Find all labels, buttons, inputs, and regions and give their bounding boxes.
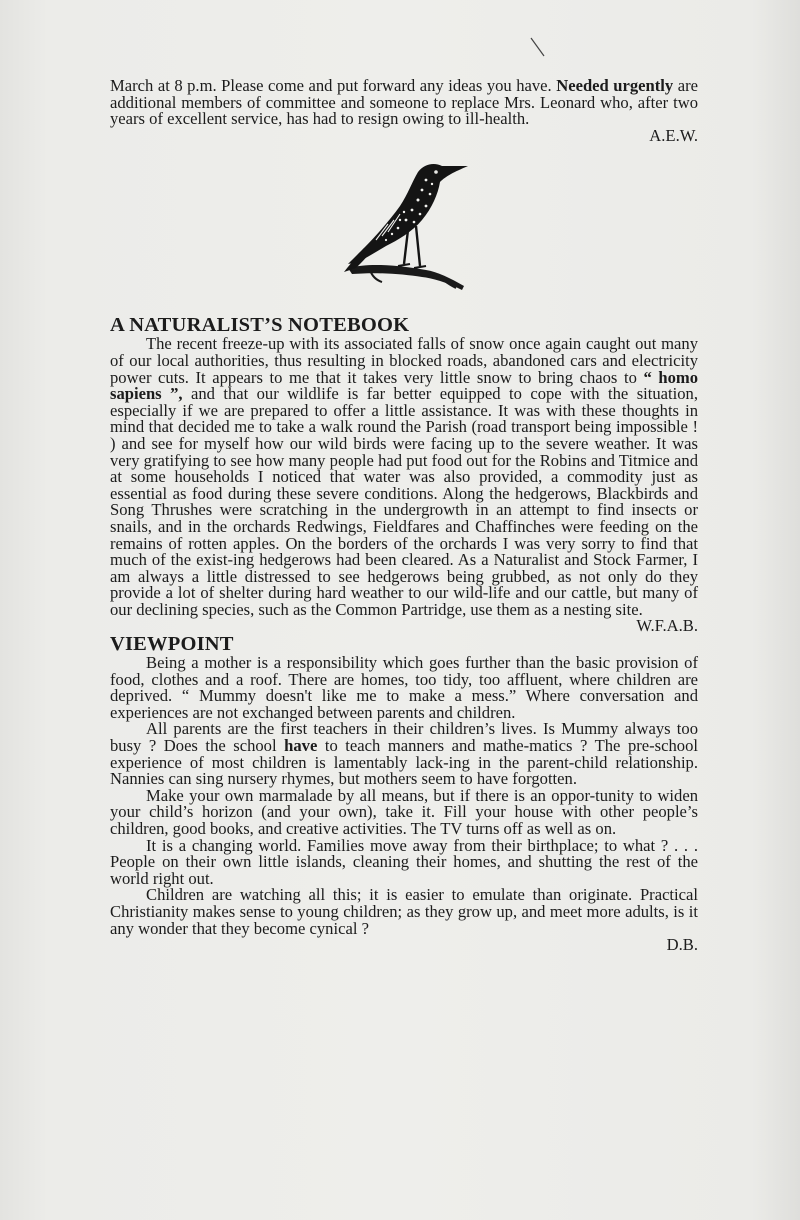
viewpoint-heading: VIEWPOINT — [110, 633, 234, 656]
naturalist-paragraph: The recent freeze-up with its associated falls of snow once again caught out many of our local authorities, thus resulting in blocked roads, abandoned cars and electricity power cuts. It appears to me that it takes very little snow to bring chaos to “ homo sapiens ”, and that our wildlife is far better equipped to cope with the situation, especially if we are prepared to offer a little assistance. It was with these thoughts in mind that decided me to take a walk round the Parish (road transport being impossible ! ) and see for myself how our wild birds were facing up to the severe weather. It was very gratifying to see how many people had put food out for the Robins and Titmice and at some households I noticed that water was also provided, a commodity just as essential as food during these severe conditions. Along the hedgerows, Blackbirds and Song Thrushes were scratching in the undergrowth in an attempt to find insects or snails, and in the orchards Redwings, Fieldfares and Chaffinches were feeding on the remains of rotten apples. On the borders of the orchards I was very sorry to find that much of the exist-ing hedgerows had been cleared. As a Naturalist and Stock Farmer, I am always a little distressed to see hedgerows being grubbed, as not only do they provide a lot of shelter during hard weather to our wild-life and our cattle, but many of our declining species, such as the Common Partridge, use them as a nesting site. — [110, 334, 698, 619]
naturalist-signature: W.F.A.B. — [636, 616, 698, 636]
viewpoint-paragraph-1: Being a mother is a responsibility which goes further than the basic provision of food, clothes and a roof. There are homes, too tidy, too affluent, where children are deprived. “ Mummy doesn't like me to make a mess.” Where conversation and experiences are not exchanged between parents and children. — [110, 653, 698, 722]
viewpoint-signature: D.B. — [666, 935, 698, 955]
naturalist-heading: A NATURALIST’S NOTEBOOK — [110, 314, 410, 337]
text-column — [110, 78, 698, 954]
intro-paragraph: March at 8 p.m. Please come and put forward any ideas you have. Needed urgently are additional members of committee and someone to replace Mrs. Leonard who, after two years of excellent service, has had to resign owing to ill-health. — [110, 76, 699, 129]
starling-icon — [342, 150, 472, 300]
viewpoint-paragraph-2: All parents are the first teachers in their children’s lives. Is Mummy always too busy ? Does the school have to teach manners and mathe-matics ? The pre-school experience of most children is lamentably lack-ing in the parent-child relationship. Nannies can sing nursery rhymes, but mothers seem to have forgotten. — [110, 719, 698, 789]
viewpoint-paragraph-3: Make your own marmalade by all means, but if there is an oppor-tunity to widen your child’s horizon (and your own), take it. Fill your house with other people’s children, good books, and creative activities. The TV turns off as well as on. — [110, 785, 698, 838]
have-emphasis: have — [284, 736, 318, 756]
needed-urgently: Needed urgently — [556, 76, 674, 95]
viewpoint-paragraph-4: It is a changing world. Families move away from their birthplace; to what ? . . . People on their own little islands, cleaning their homes, and shutting the rest of the world right out. — [110, 835, 698, 888]
pen-mark — [528, 36, 550, 62]
viewpoint-paragraph-5: Children are watching all this; it is easier to emulate than originate. Practical Christianity makes sense to young children; as they grow up, and meet more adults, is it any wonder that they become cynical ? — [110, 885, 698, 938]
homo-sapiens: “ homo sapiens ”, — [110, 367, 698, 404]
intro-signature: A.E.W. — [649, 125, 698, 145]
bird-illustration — [110, 150, 698, 306]
